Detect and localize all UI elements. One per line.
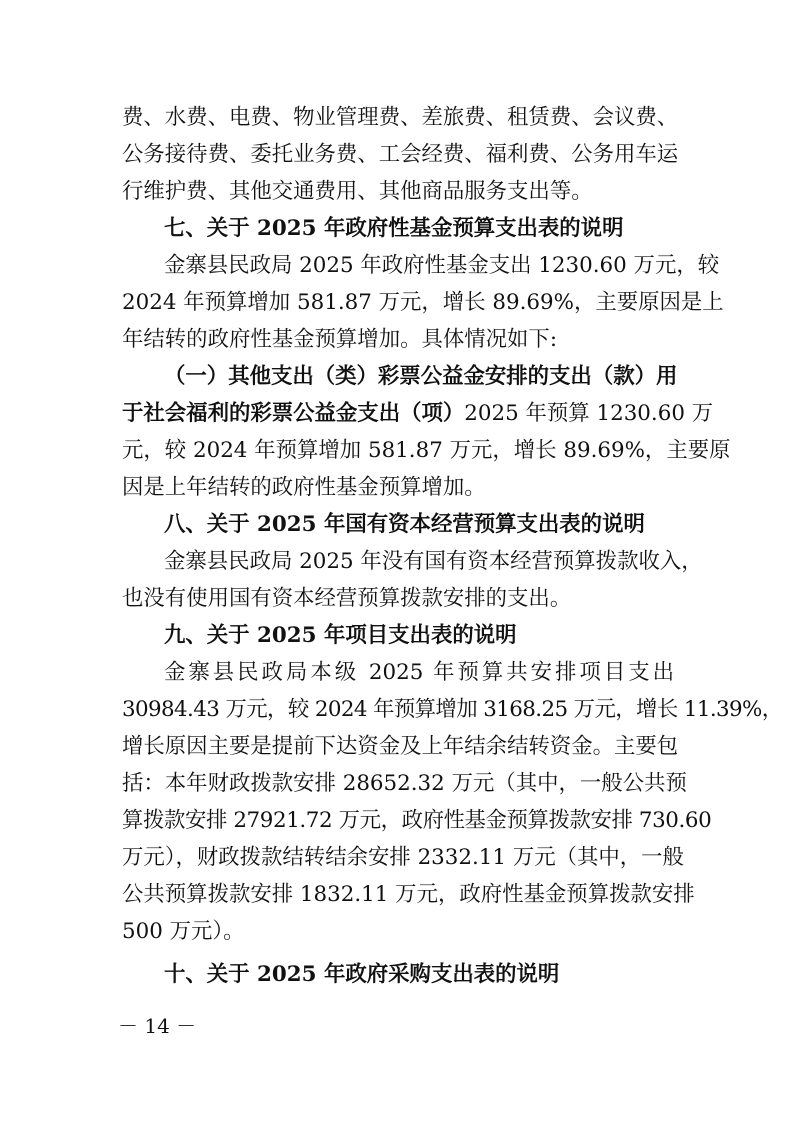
text-line: 括：本年财政拨款安排 28652.32 万元（其中，一般公共预 bbox=[122, 771, 687, 796]
text-line: 行维护费、其他交通费用、其他商品服务支出等。 bbox=[122, 179, 593, 204]
subsection-heading: （一）其他支出（类）彩票公益金安排的支出（款）用 bbox=[164, 364, 678, 389]
section-heading: 十、关于 2025 年政府采购支出表的说明 bbox=[164, 962, 560, 987]
section-heading: 七、关于 2025 年政府性基金预算支出表的说明 bbox=[164, 216, 624, 241]
text-line: 2024 年预算增加 581.87 万元，增长 89.69%，主要原因是上 bbox=[122, 290, 724, 315]
text-line: 因是上年结转的政府性基金预算增加。 bbox=[122, 475, 486, 500]
text-line: 金寨县民政局 2025 年政府性基金支出 1230.60 万元，较 bbox=[164, 253, 720, 278]
section-heading: 八、关于 2025 年国有资本经营预算支出表的说明 bbox=[164, 512, 645, 537]
text-line: 金寨县民政局 2025 年没有国有资本经营预算拨款收入， bbox=[164, 549, 703, 574]
text-line: 公共预算拨款安排 1832.11 万元，政府性基金预算拨款安排 bbox=[122, 882, 695, 907]
text-line bbox=[122, 399, 714, 429]
text-line: 金寨县民政局本级 2025 年预算共安排项目支出 bbox=[164, 660, 674, 685]
subsection-heading-tail: 于社会福利的彩票公益金支出（项） bbox=[122, 401, 465, 426]
text-line: 元，较 2024 年预算增加 581.87 万元，增长 89.69%，主要原 bbox=[122, 438, 731, 463]
section-heading: 九、关于 2025 年项目支出表的说明 bbox=[164, 623, 517, 648]
text-line: 万元），财政拨款结转结余安排 2332.11 万元（其中，一般 bbox=[122, 845, 684, 870]
text-line: 算拨款安排 27921.72 万元，政府性基金预算拨款安排 730.60 bbox=[122, 808, 712, 833]
text-line: 500 万元）。 bbox=[122, 919, 245, 944]
text-line: 年结转的政府性基金预算增加。具体情况如下: bbox=[122, 327, 558, 352]
text-line: 30984.43 万元，较 2024 年预算增加 3168.25 万元，增长 11.39%， bbox=[122, 697, 783, 722]
text-line: 也没有使用国有资本经营预算拨款安排的支出。 bbox=[122, 586, 572, 611]
text-segment: 2025 年预算 1230.60 万 bbox=[464, 401, 714, 426]
text-line: 费、水费、电费、物业管理费、差旅费、租赁费、会议费、 bbox=[122, 105, 679, 130]
text-line: 公务接待费、委托业务费、工会经费、福利费、公务用车运 bbox=[122, 142, 679, 167]
page-number: － 14 － bbox=[118, 1014, 197, 1038]
text-line: 增长原因主要是提前下达资金及上年结余结转资金。主要包 bbox=[122, 734, 679, 759]
